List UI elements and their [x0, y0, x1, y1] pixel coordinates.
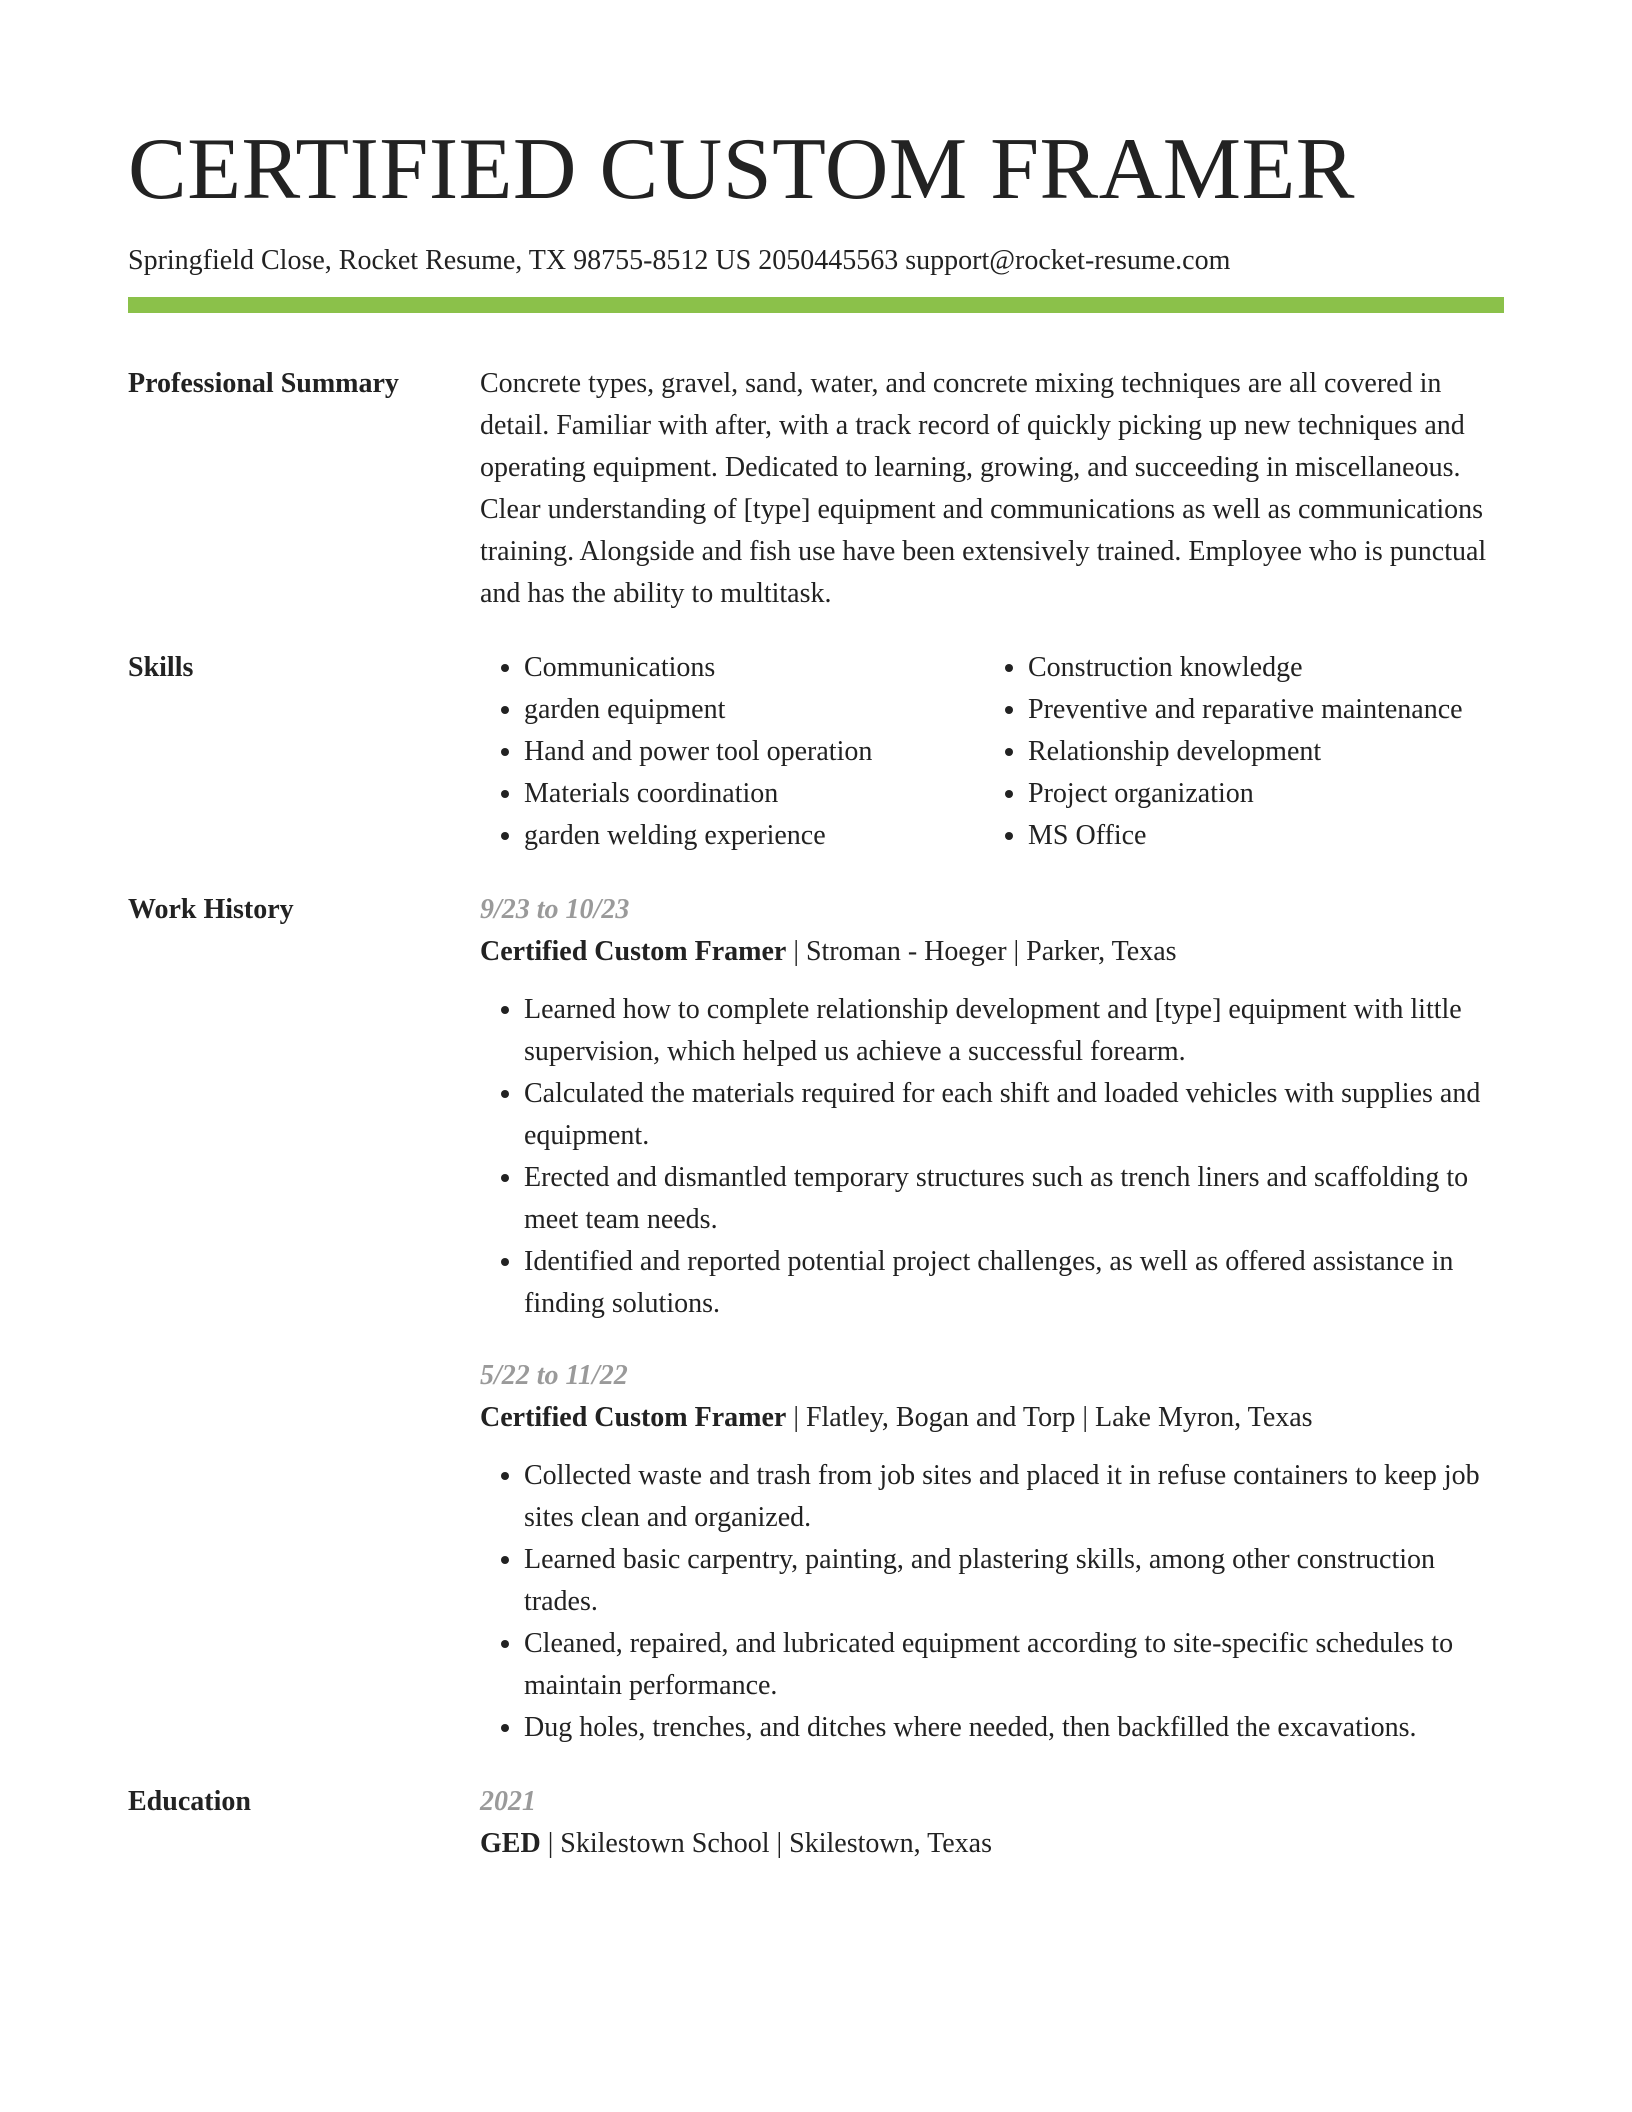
- skill-item: • Construction knowledge: [1028, 647, 1504, 689]
- education-school-location: | Skilestown School | Skilestown, Texas: [540, 1828, 992, 1859]
- section-professional-summary: [128, 313, 1504, 615]
- skill-item: • MS Office: [1028, 815, 1504, 857]
- summary-text: Concrete types, gravel, sand, water, and concrete mixing techniques are all covered in detail. Familiar with after, with a track record of quickly picking up new techniques and operating equipment. Dedicated to learning, growing, and succeeding in miscellaneous. Clear understanding of [type] equipment and communications as well as communications training. Alongside and fish use have been extensively trained. Employee who is punctual and has the ability to multitask.: [480, 368, 1487, 609]
- job-bullet: • Learned how to complete relationship development and [type] equipment with little supervision, which helped us achieve a successful forearm.: [524, 989, 1504, 1073]
- job-employer-location: | Stroman - Hoeger | Parker, Texas: [786, 936, 1177, 967]
- skill-item: • Project organization: [1028, 773, 1504, 815]
- skill-item: • Communications: [524, 647, 984, 689]
- candidate-name: CERTIFIED CUSTOM FRAMER: [128, 121, 1355, 218]
- job-title: Certified Custom Framer: [480, 936, 787, 967]
- accent-divider: [128, 297, 1504, 313]
- resume-page: [128, 120, 1504, 1865]
- job-heading: [480, 931, 1504, 973]
- education-heading: [480, 1823, 1504, 1865]
- job-bullet: • Learned basic carpentry, painting, and plastering skills, among other construction trades.: [524, 1539, 1504, 1623]
- section-work-history: [128, 857, 1504, 1749]
- education-year: 2021: [480, 1786, 536, 1817]
- skill-item: • garden welding experience: [524, 815, 984, 857]
- job-heading: [480, 1397, 1504, 1439]
- job-bullet: • Dug holes, trenches, and ditches where needed, then backfilled the excavations.: [524, 1707, 1504, 1749]
- section-education: [128, 1749, 1504, 1865]
- job-bullet: • Erected and dismantled temporary structures such as trench liners and scaffolding to meet team needs.: [524, 1157, 1504, 1241]
- job-bullets: [480, 989, 1504, 1325]
- skill-item: • Hand and power tool operation: [524, 731, 984, 773]
- job-bullet: • Collected waste and trash from job sites and placed it in refuse containers to keep job sites clean and organized.: [524, 1455, 1504, 1539]
- job-entry: [480, 1355, 1504, 1749]
- section-label-skills: Skills: [128, 652, 194, 683]
- job-dates: 9/23 to 10/23: [480, 894, 630, 925]
- education-degree: GED: [480, 1828, 541, 1859]
- job-bullet: • Cleaned, repaired, and lubricated equipment according to site-specific schedules to maintain performance.: [524, 1623, 1504, 1707]
- job-title: Certified Custom Framer: [480, 1402, 787, 1433]
- contact-line: Springfield Close, Rocket Resume, TX 98755-8512 US 2050445563 support@rocket-resume.com: [128, 245, 1231, 276]
- job-entry: [480, 889, 1504, 1325]
- section-label-summary: Professional Summary: [128, 368, 399, 399]
- skills-list-left: [480, 647, 984, 857]
- section-label-education: Education: [128, 1786, 251, 1817]
- job-employer-location: | Flatley, Bogan and Torp | Lake Myron, Texas: [786, 1402, 1313, 1433]
- job-bullet: • Identified and reported potential project challenges, as well as offered assistance in finding solutions.: [524, 1241, 1504, 1325]
- job-dates: 5/22 to 11/22: [480, 1360, 628, 1391]
- skill-item: • Preventive and reparative maintenance: [1028, 689, 1504, 731]
- job-bullets: [480, 1455, 1504, 1749]
- job-bullet: • Calculated the materials required for each shift and loaded vehicles with supplies and equipment.: [524, 1073, 1504, 1157]
- section-label-work: Work History: [128, 894, 294, 925]
- skill-item: • Materials coordination: [524, 773, 984, 815]
- section-skills: [128, 615, 1504, 857]
- skill-item: • garden equipment: [524, 689, 984, 731]
- skill-item: • Relationship development: [1028, 731, 1504, 773]
- skills-list-right: [984, 647, 1504, 857]
